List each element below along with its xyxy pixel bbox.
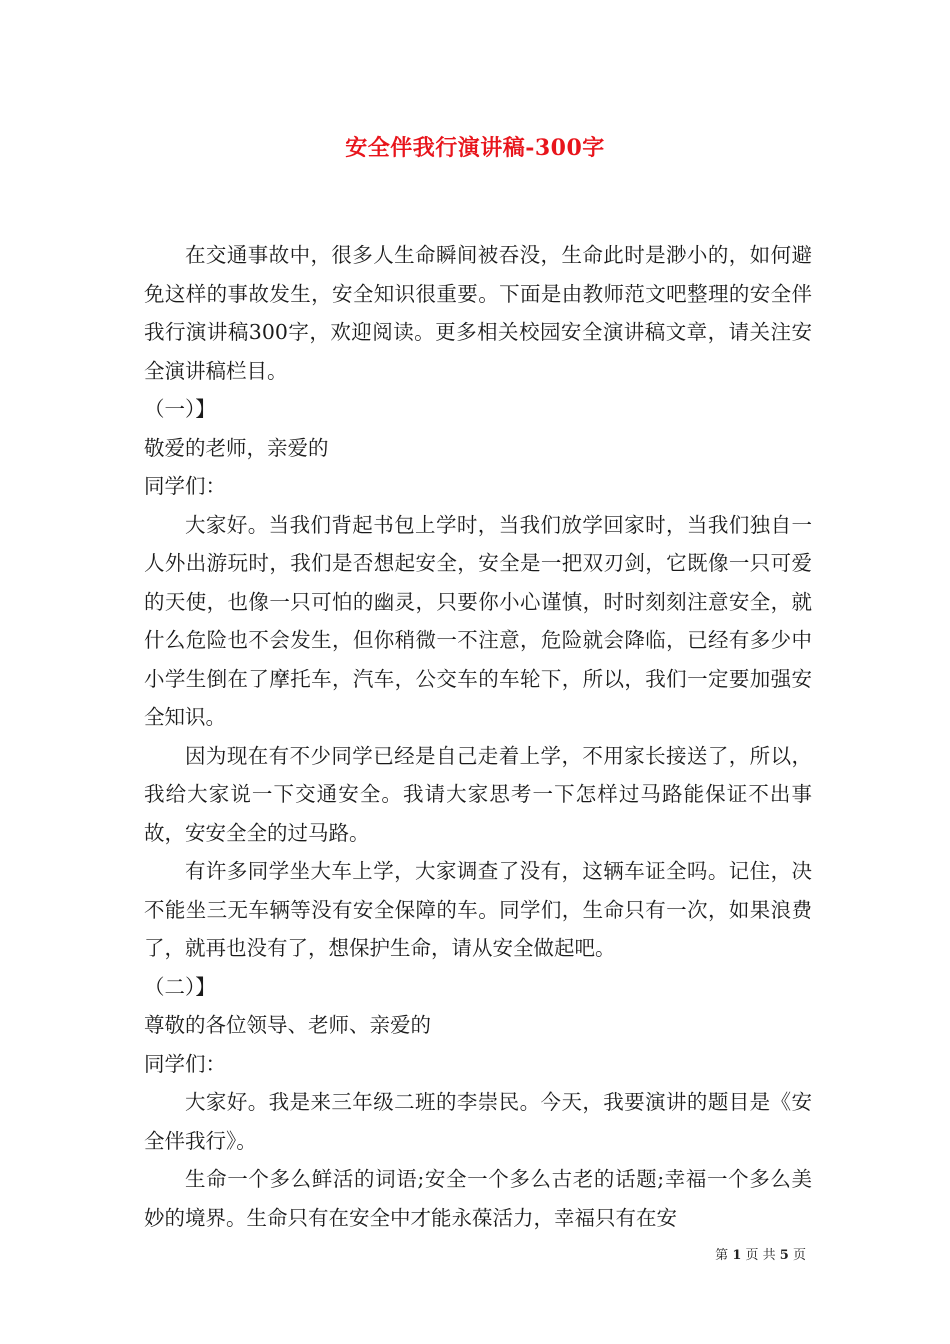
document-body bbox=[144, 236, 812, 1237]
section-heading-2: （二）】 bbox=[144, 974, 216, 999]
body-paragraph: 大家好。当我们背起书包上学时，当我们放学回家时，当我们独自一人外出游玩时，我们是否想起安全，安全是一把双刃剑，它既像一只可爱的天使，也像一只可怕的幽灵，只要你小心谨慎，时时刻刻注意安全，就什么危险也不会发生，但你稍微一不注意，危险就会降临，已经有多少中小学生倒在了摩托车，汽车，公交车的车轮下，所以，我们一定要加强安全知识。 bbox=[144, 512, 812, 729]
footer-prefix: 第 bbox=[715, 1248, 729, 1263]
body-paragraph: 因为现在有不少同学已经是自己走着上学，不用家长接送了，所以，我给大家说一下交通安全。我请大家思考一下怎样过马路能保证不出事故，安安全全的过马路。 bbox=[144, 743, 812, 845]
footer-middle: 页 共 bbox=[745, 1248, 776, 1263]
body-paragraph: 大家好。我是来三年级二班的李崇民。今天，我要演讲的题目是《安全伴我行》。 bbox=[144, 1090, 812, 1153]
footer-suffix: 页 bbox=[792, 1248, 806, 1263]
salutation-line: 敬爱的老师，亲爱的 bbox=[144, 435, 329, 460]
total-page-count: 5 bbox=[779, 1248, 789, 1263]
page-number-footer bbox=[650, 1246, 806, 1266]
salutation-line: 同学们： bbox=[144, 474, 226, 498]
salutation-line: 同学们： bbox=[144, 1051, 226, 1076]
section-heading-1: （一）】 bbox=[144, 397, 216, 421]
body-paragraph: 生命一个多么鲜活的词语;安全一个多么古老的话题;幸福一个多么美妙的境界。生命只有在安全中才能永葆活力，幸福只有在安 bbox=[144, 1167, 812, 1230]
current-page-number: 1 bbox=[732, 1248, 742, 1263]
intro-paragraph: 在交通事故中，很多人生命瞬间被吞没，生命此时是渺小的，如何避免这样的事故发生，安全知识很重要。下面是由教师范文吧整理的安全伴我行演讲稿300字，欢迎阅读。更多相关校园安全演讲稿文章，请关注安全演讲稿栏目。 bbox=[144, 243, 812, 383]
body-paragraph: 有许多同学坐大车上学，大家调查了没有，这辆车证全吗。记住，决不能坐三无车辆等没有安全保障的车。同学们，生命只有一次，如果浪费了，就再也没有了，想保护生命，请从安全做起吧。 bbox=[144, 859, 812, 960]
salutation-line: 尊敬的各位领导、老师、亲爱的 bbox=[144, 1013, 431, 1037]
document-title: 安全伴我行演讲稿-300字 bbox=[345, 135, 605, 161]
